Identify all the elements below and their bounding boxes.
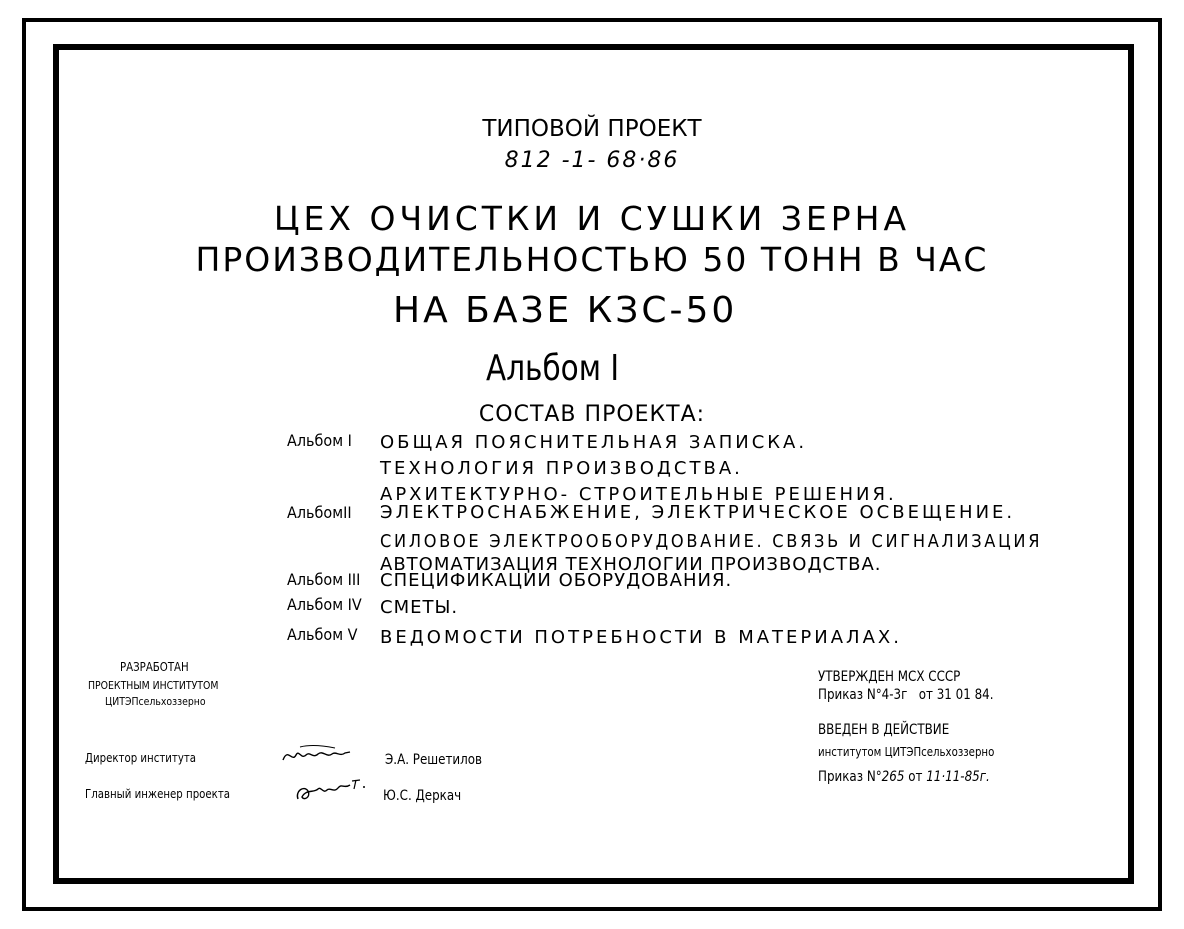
approval-order-date: от 31 01 84. (918, 687, 994, 703)
approval-enacted-order (818, 770, 990, 784)
album-5-label: Альбом V (287, 625, 358, 644)
chief-engineer-name: Ю.С. Деркач (383, 788, 462, 804)
chief-engineer-signature-icon (292, 777, 372, 805)
album-1-item-1: ОБЩАЯ ПОЯСНИТЕЛЬНАЯ ЗАПИСКА. (380, 432, 808, 453)
director-name: Э.А. Решетилов (385, 752, 483, 768)
approval-order-prefix: Приказ N°4-3г (818, 687, 908, 703)
title-line-2: ПРОИЗВОДИТЕЛЬНОСТЬЮ 50 ТОНН В ЧАС (195, 240, 989, 279)
title-line-3: НА БАЗЕ КЗС-50 (393, 290, 738, 331)
director-signature-icon (280, 743, 355, 767)
album-4-label: Альбом IV (287, 595, 362, 614)
approval-approved: УТВЕРЖДЕН МСХ СССР (818, 669, 961, 685)
enacted-order-number: 265 (881, 769, 905, 785)
project-label: ТИПОВОЙ ПРОЕКТ (482, 116, 702, 142)
approval-enacted-by: институтом ЦИТЭПсельхоззерно (818, 745, 995, 759)
album-3-item-1: СПЕЦИФИКАЦИИ ОБОРУДОВАНИЯ. (380, 570, 733, 591)
album-2-item-2: СИЛОВОЕ ЭЛЕКТРООБОРУДОВАНИЕ. СВЯЗЬ И СИГНАЛИЗАЦИЯ (380, 531, 1043, 552)
composition-heading: СОСТАВ ПРОЕКТА: (478, 402, 706, 427)
album-2-label: АльбомII (287, 503, 352, 522)
album-2-item-3: АВТОМАТИЗАЦИЯ ТЕХНОЛОГИИ ПРОИЗВОДСТВА. (380, 554, 882, 575)
developer-line-3: ЦИТЭПсельхоззерно (105, 695, 206, 708)
director-role: Директор института (85, 751, 197, 765)
enacted-order-prefix: Приказ N° (818, 769, 882, 785)
album-5-item-1: ВЕДОМОСТИ ПОТРЕБНОСТИ В МАТЕРИАЛАХ. (380, 627, 902, 648)
album-4-item-1: СМЕТЫ. (380, 597, 459, 618)
developer-line-2: ПРОЕКТНЫМ ИНСТИТУТОМ (88, 679, 219, 692)
enacted-order-from: от (908, 769, 923, 785)
album-2-item-1: ЭЛЕКТРОСНАБЖЕНИЕ, ЭЛЕКТРИЧЕСКОЕ ОСВЕЩЕНИЕ. (380, 502, 1016, 523)
project-number: 812 -1- 68·86 (504, 148, 680, 173)
chief-engineer-role: Главный инженер проекта (85, 787, 231, 801)
album-title: Альбом I (486, 348, 620, 389)
enacted-order-date: 11·11-85г. (926, 769, 990, 785)
album-1-item-2: ТЕХНОЛОГИЯ ПРОИЗВОДСТВА. (380, 458, 743, 479)
approval-order (818, 688, 993, 702)
approval-enacted: ВВЕДЕН В ДЕЙСТВИЕ (818, 722, 950, 738)
album-3-label: Альбом III (287, 570, 361, 589)
developer-line-1: РАЗРАБОТАН (120, 660, 189, 674)
title-line-1: ЦЕХ ОЧИСТКИ И СУШКИ ЗЕРНА (273, 199, 911, 238)
album-1-item-3: АРХИТЕКТУРНО- СТРОИТЕЛЬНЫЕ РЕШЕНИЯ. (380, 484, 897, 505)
album-1-label: Альбом I (287, 431, 352, 450)
